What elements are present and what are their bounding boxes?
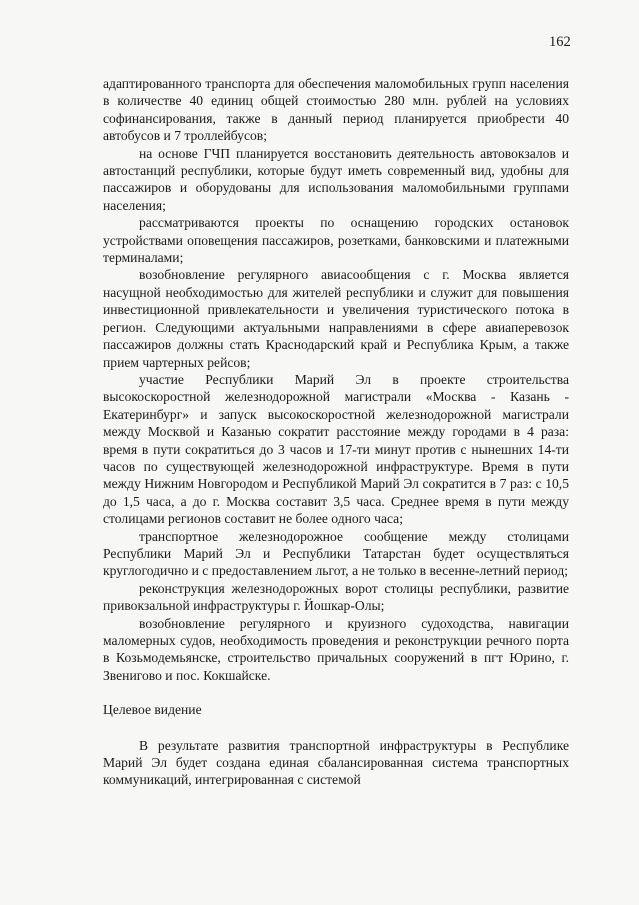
paragraph-8: возобновление регулярного и круизного судоходства, навигации маломерных судов, необходимость проведения и реконструкции речного порта в Козьмодемьянске, строительство причальных сооружений в пгт Юрино, г. Звенигово и пос. Кокшайске.: [103, 615, 569, 683]
section-heading: Целевое видение: [103, 702, 202, 718]
paragraph-4: возобновление регулярного авиасообщения с г. Москва является насущной необходимостью для жителей республики и служит для повышения инвестиционной привлекательности и увеличения туристического потока в регион. Следующими актуальными направлениями в сфере авиаперевозок пассажиров должны стать Краснодарский край и Республика Крым, а также прием чартерных рейсов;: [103, 267, 569, 370]
closing-paragraph: В результате развития транспортной инфраструктуры в Республике Марий Эл будет создана единая сбалансированная система транспортных коммуникаций, интегрированная с системой: [103, 737, 569, 788]
document-body: [103, 75, 569, 789]
page-number: 162: [549, 34, 571, 50]
paragraph-6: транспортное железнодорожное сообщение между столицами Республики Марий Эл и Республики Татарстан будет осуществляться круглогодично и с предоставлением льгот, а не только в весенне-летний период;: [103, 528, 569, 579]
paragraph-5: участие Республики Марий Эл в проекте строительства высокоскоростной железнодорожной магистрали «Москва - Казань - Екатеринбург» и запуск высокоскоростной железнодорожной магистрали между Москвой и Казанью сократит расстояние между городами в 4 раза: время в пути сократиться до 3 часов и 17-ти минут против с нынешних 14-ти часов по существующей железнодорожной инфраструктуре. Время в пути между Нижним Новгородом и Республикой Марий Эл сократится в 7 раз: с 10,5 до 1,5 часа, а до г. Москва составит 3,5 часа. Среднее время в пути между столицами регионов составит не более одного часа;: [103, 371, 569, 527]
paragraph-7: реконструкция железнодорожных ворот столицы республики, развитие привокзальной инфраструктуры г. Йошкар-Олы;: [103, 580, 569, 614]
paragraph-3: рассматриваются проекты по оснащению городских остановок устройствами оповещения пассажиров, розетками, банковскими и платежными терминалами;: [103, 215, 569, 266]
paragraph-2: на основе ГЧП планируется восстановить деятельность автовокзалов и автостанций республики, которые будут иметь современный вид, удобны для пассажиров и оборудованы для использования маломобильными группами населения;: [103, 145, 569, 213]
paragraph-1: адаптированного транспорта для обеспечения маломобильных групп населения в количестве 40 единиц общей стоимостью 280 млн. рублей на условиях софинансирования, также в данный период планируется приобрести 40 автобусов и 7 троллейбусов;: [103, 76, 569, 144]
